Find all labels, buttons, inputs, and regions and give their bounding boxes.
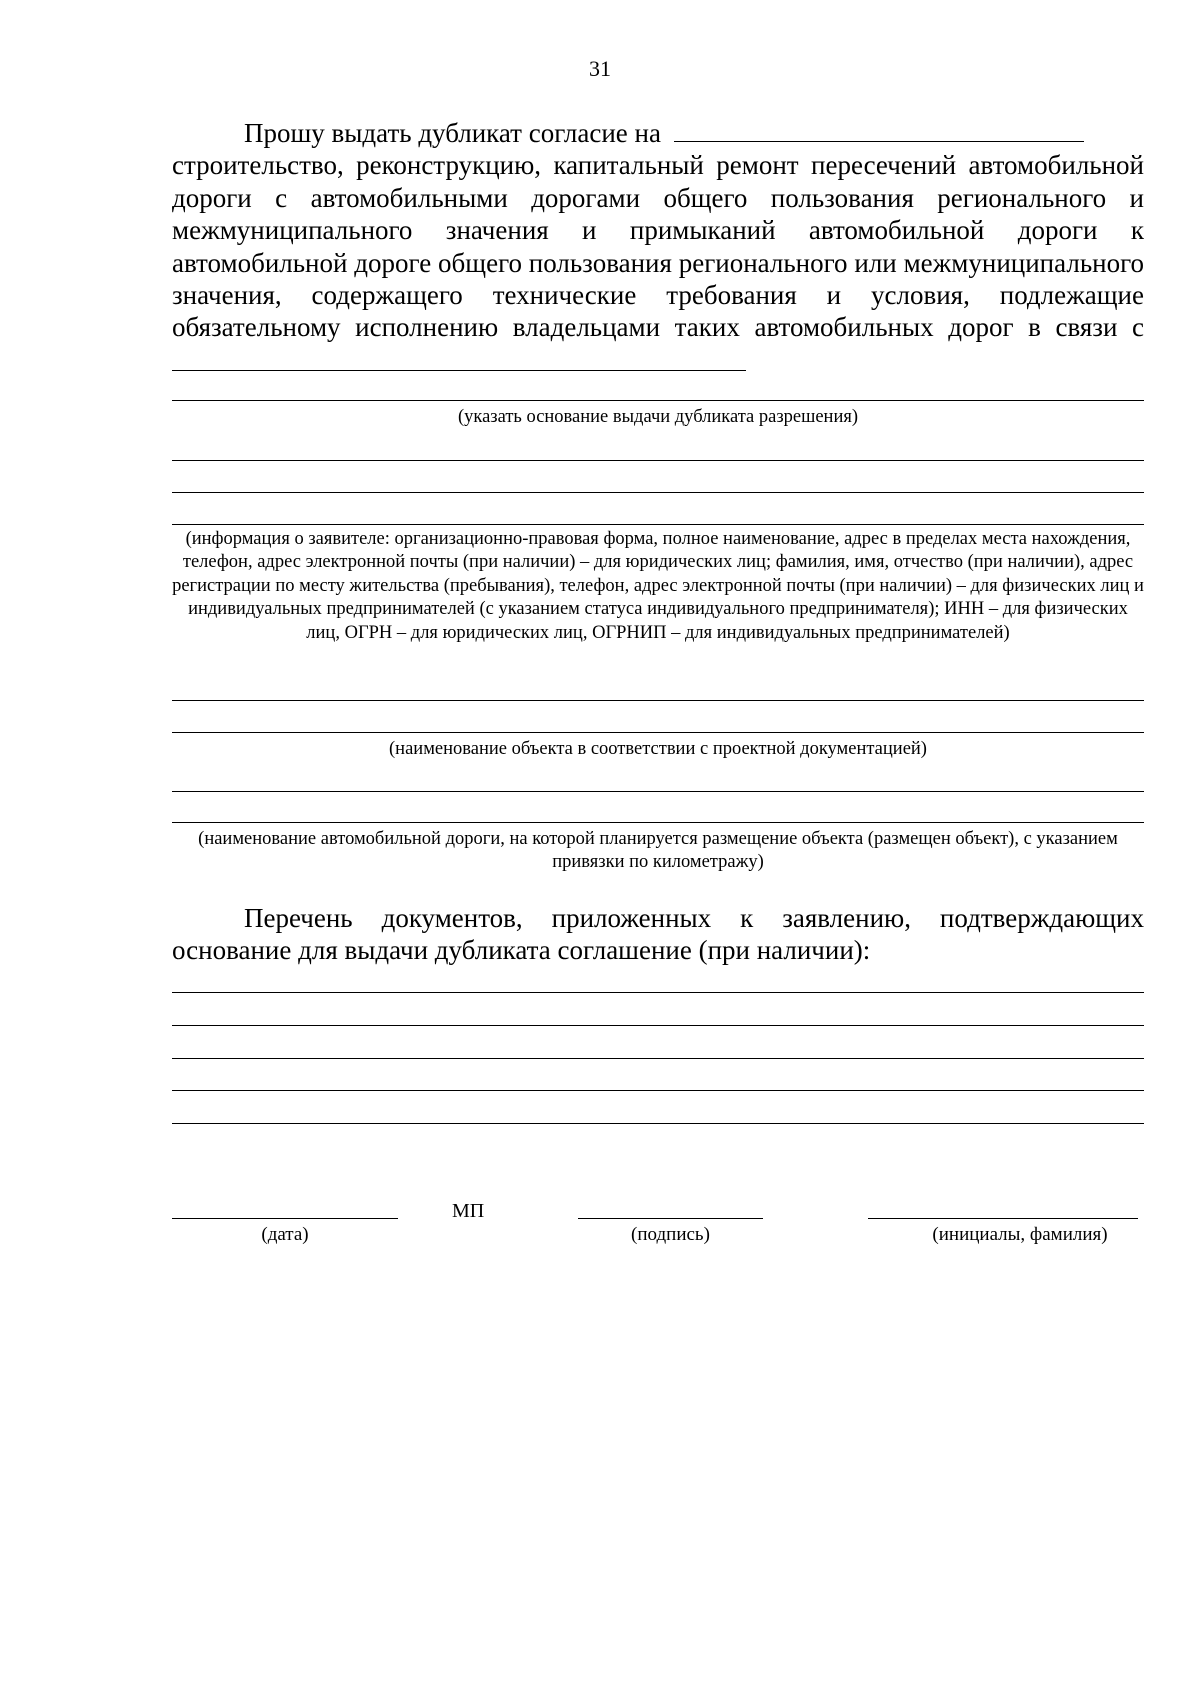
object-field-line-1[interactable] [172, 700, 1144, 701]
agreement-type-field[interactable] [674, 115, 1084, 142]
page-number: 31 [589, 56, 611, 81]
documents-line-3[interactable] [172, 1058, 1144, 1059]
name-label: (инициалы, фамилия) [932, 1224, 1108, 1245]
road-field-line-1[interactable] [172, 791, 1144, 792]
request-body: строительство, реконструкцию, капитальный ремонт пересечений автомобильной дороги с автомобильными дорогами общего пользования регионального и межмуниципального значения и примыканий автомобильной дороги к автомобильной дороге общего пользования регионального или межмуниципального значения, содержащего технические требования и условия, подлежащие обязательному исполнению владельцами таких автомобильных дорог в связи с [172, 150, 1144, 343]
documents-line-2[interactable] [172, 1025, 1144, 1026]
applicant-field-line-1[interactable] [172, 460, 1144, 461]
reason-inline-field[interactable] [172, 344, 746, 371]
documents-line-4[interactable] [172, 1090, 1144, 1091]
basis-field-line[interactable] [172, 400, 1144, 401]
signature-label: (подпись) [631, 1224, 710, 1245]
stamp-label: МП [452, 1200, 485, 1222]
date-label: (дата) [261, 1224, 309, 1245]
applicant-caption: (информация о заявителе: организационно-правовая форма, полное наименование, адрес в пределах места нахождения, телефон, адрес электронной почты (при наличии) – для юридических лиц; фамилия, имя, отчество (при наличии), адрес регистрации по месту жительства (пребывания), телефон, адрес электронной почты (при наличии) – для физических лиц и индивидуальных предпринимателей (с указанием статуса индивидуального предпринимателя); ИНН – для физических лиц, ОГРН – для юридических лиц, ОГРНИП – для индивидуальных предпринимателей) [172, 529, 1144, 643]
request-paragraph [172, 115, 1144, 378]
applicant-field-line-3[interactable] [172, 524, 1144, 525]
road-caption: (наименование автомобильной дороги, на которой планируется размещение объекта (размещен объект), с указанием привязки по километражу) [198, 829, 1118, 873]
basis-caption: (указать основание выдачи дубликата разрешения) [457, 407, 859, 427]
name-field-line[interactable] [868, 1218, 1138, 1219]
documents-heading [172, 902, 1144, 967]
documents-heading-text: Перечень документов, приложенных к заявлению, подтверждающих основание для выдачи дубликата соглашение (при наличии): [172, 903, 1144, 966]
applicant-field-line-2[interactable] [172, 492, 1144, 493]
signature-field-line[interactable] [578, 1218, 763, 1219]
date-field-line[interactable] [172, 1218, 398, 1219]
object-field-line-2[interactable] [172, 732, 1144, 733]
documents-line-5[interactable] [172, 1123, 1144, 1124]
road-field-line-2[interactable] [172, 822, 1144, 823]
documents-line-1[interactable] [172, 992, 1144, 993]
object-caption: (наименование объекта в соответствии с проектной документацией) [389, 739, 927, 759]
request-lead: Прошу выдать дубликат согласие на [244, 118, 661, 148]
